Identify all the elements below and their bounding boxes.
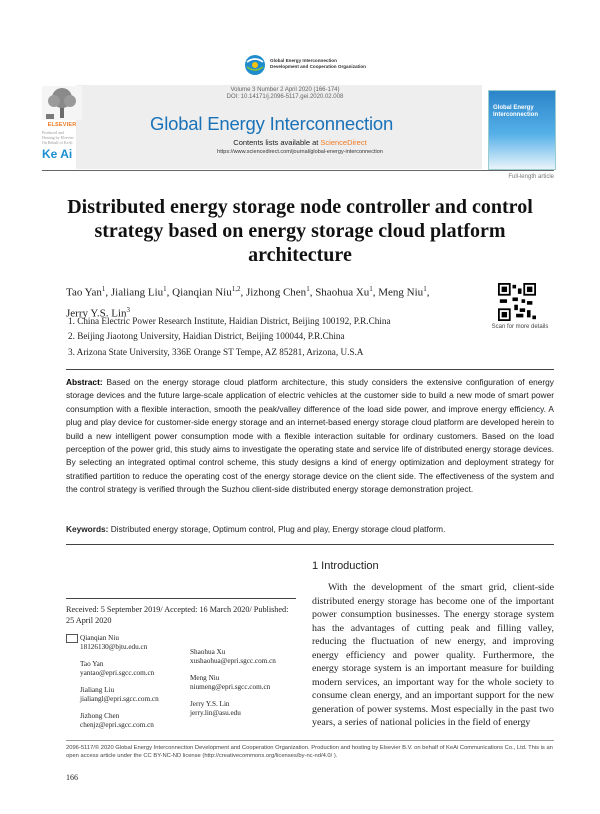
corresponding-contact <box>80 634 147 652</box>
sciencedirect-link[interactable]: ScienceDirect <box>320 138 367 147</box>
author: Qianqian Niu <box>172 286 232 299</box>
article-type: Full-length article <box>508 174 554 180</box>
contact-email[interactable]: xushaohua@epri.sgcc.com.cn <box>190 657 276 665</box>
section-heading-introduction: 1 Introduction <box>312 560 379 572</box>
keywords-text: Distributed energy storage, Optimum control, Plug and play, Energy storage cloud platform. <box>110 524 446 534</box>
volume-line: Volume 3 Number 2 April 2020 (166-174) <box>230 87 340 93</box>
contact-email[interactable]: yantao@epri.sgcc.com.cn <box>80 669 155 677</box>
contact-entry <box>80 686 159 704</box>
contact-name: Jizhong Chen <box>80 712 120 720</box>
author: Jerry Y.S. Lin <box>66 307 127 320</box>
affiliation-1: 1. China Electric Power Research Institute, Haidian District, Beijing 100192, P.R.China <box>68 316 391 326</box>
abstract <box>66 376 554 497</box>
footer-divider <box>66 740 554 741</box>
authors-line-2: Jerry Y.S. Lin$^3$ <box>66 305 130 320</box>
contact-name: Meng Niu <box>190 674 220 682</box>
org-line2: Development and Cooperation Organization <box>270 64 366 69</box>
keywords <box>66 524 554 534</box>
elsevier-tree-icon <box>42 86 82 120</box>
keywords-label: Keywords: <box>66 524 109 534</box>
contact-name: Shaohua Xu <box>190 648 226 656</box>
publisher-motto: Produced and Hosting by Elsevier On Behalf of KeAi <box>42 130 74 145</box>
contact-email[interactable]: chenjz@epri.sgcc.com.cn <box>80 721 154 729</box>
doi-line: DOI: 10.14171/j.2096-5117.gei.2020.02.008 <box>226 94 344 100</box>
contact-entry <box>80 660 154 678</box>
abstract-text: Based on the energy storage cloud platform architecture, this study considers the extensive configuration of energy storage devices and the future large-scale application of electric vehicles at the customer side to build a new mode of smart power consumption with a flexible interaction, smooth the peak/valley difference of the load side power, and improve energy efficiency. A plug and play device for customer-side energy storage and an internet-based energy storage cloud platform are developed herein to build a new intelligent power consumption mode with a flexible interaction suitable for ordinary customers. Based on the load perception of the power grid, this study aims to investigate the operating state and service life of distributed energy storage devices. By selecting an integrated optimal control scheme, this study designs a kind of energy optimization and deployment strategy for stratified partition to reduce the operating cost of the energy storage device on the client side. The effectiveness of the system and the control strategy is verified through the Suzhou client-side distributed energy storage demonstration project. <box>66 377 554 495</box>
copyright-license: 2096-5117/© 2020 Global Energy Interconnection Development and Cooperation Organization. Production and hosting by Elsevier B.V. on behalf of KeAi Communications Co., Ltd. This is an open access article under the CC BY-NC-ND license (http://creativecommons.org/licenses/by-nc-nd/4.0/ ). <box>66 745 553 759</box>
cover-title: Global Energy Interconnection <box>493 105 539 118</box>
abstract-bottom-divider <box>66 544 554 545</box>
contact-email[interactable]: jerry.lin@asu.edu <box>190 709 241 717</box>
contact-email[interactable]: niumeng@epri.sgcc.com.cn <box>190 683 271 691</box>
organization-logo <box>240 52 370 82</box>
contents-availability: Contents lists available at ScienceDirect <box>233 138 367 147</box>
contact-email[interactable]: 18126130@bjtu.edu.cn <box>80 643 148 651</box>
affiliation-2: 2. Beijing Jiaotong University, Haidian District, Beijing 100044, P.R.China <box>68 331 345 341</box>
author: Jialiang Liu <box>110 286 164 299</box>
contact-name: Tao Yan <box>80 660 104 668</box>
contact-entry <box>190 674 270 692</box>
contact-name: Qianqian Niu <box>80 634 119 642</box>
header-divider <box>42 170 554 171</box>
author: Meng Niu <box>378 286 424 299</box>
globe-logo-icon <box>244 54 266 76</box>
elsevier-logo <box>42 86 82 166</box>
contact-entry <box>190 648 276 666</box>
volume-info <box>180 87 390 101</box>
author: Jizhong Chen <box>245 286 307 299</box>
abstract-label: Abstract: <box>66 377 103 387</box>
received-dates: Received: 5 September 2019/ Accepted: 16 March 2020/ Published: 25 April 2020 <box>66 605 289 625</box>
author: Tao Yan <box>66 286 102 299</box>
journal-title: Global Energy Interconnection <box>150 113 394 134</box>
introduction-text: With the development of the smart grid, client-side distributed energy storage has become one of the important power consumption businesses. The energy storage system has the advantages of cutting peak and filling valley, reducing the fluctuation of new energy, and improving energy efficiency and power quality. Furthermore, the energy storage system is an important measure for building modern services, an important way for the whole society to consume clean energy, and an important support for the new generation of power systems. Most especially in the past two years, a series of national policies in the field of energy <box>312 582 554 728</box>
qr-code-icon[interactable] <box>498 283 536 321</box>
page-number: 166 <box>66 773 78 782</box>
abstract-top-divider <box>66 369 554 370</box>
envelope-icon <box>66 634 78 643</box>
contact-entry <box>80 712 154 730</box>
publisher-name: ELSEVIER <box>47 122 77 128</box>
org-line1: Global Energy Interconnection <box>270 58 337 63</box>
qr-caption: Scan for more details <box>491 324 549 330</box>
author: Shaohua Xu <box>315 286 370 299</box>
contact-name: Jialiang Liu <box>80 686 115 694</box>
authors-line-1: Tao Yan$^1$, Jialiang Liu$^1$, Qianqian Niu$^{1,2}$, Jizhong Chen$^1$, Shaohua Xu$^1$, Meng Niu$^1$, <box>66 285 430 299</box>
keai-logo: Ke Ai <box>42 147 73 161</box>
contact-email[interactable]: jialiangl@epri.sgcc.com.cn <box>80 695 159 703</box>
journal-homepage-link[interactable]: https://www.sciencedirect.com/journal/global-energy-interconnection <box>217 149 383 155</box>
footnote-divider <box>66 598 296 599</box>
affiliation-3: 3. Arizona State University, 336E Orange ST Tempe, AZ 85281, Arizona, U.S.A <box>68 347 364 357</box>
contact-entry <box>190 700 241 718</box>
journal-cover <box>488 90 556 170</box>
article-title: Distributed energy storage node controller and control strategy based on energy storage cloud platform architecture <box>67 196 533 266</box>
contact-name: Jerry Y.S. Lin <box>190 700 230 708</box>
